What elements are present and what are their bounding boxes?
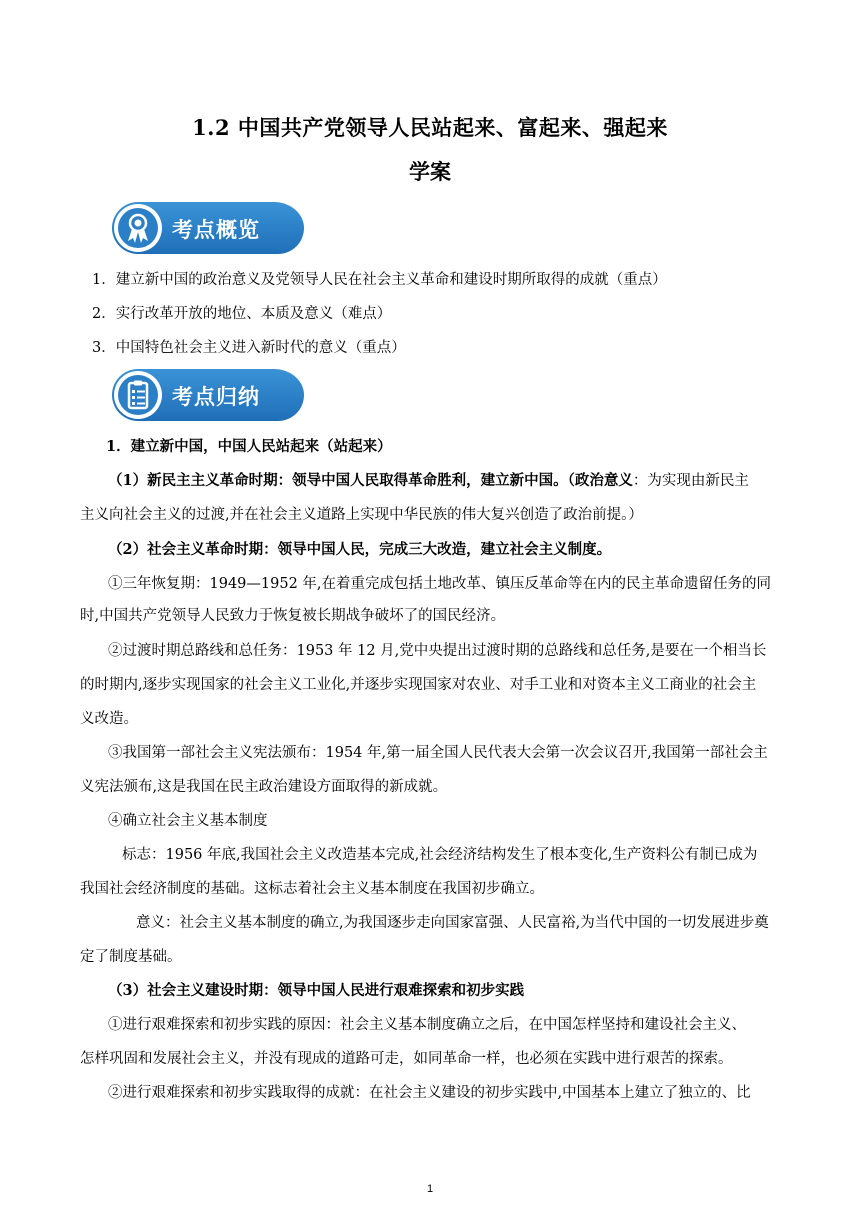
page-number: 1 xyxy=(426,1183,434,1195)
paragraph-line: 主义向社会主义的过渡,并在社会主义道路上实现中华民族的伟大复兴创造了政治前提。） xyxy=(80,507,643,523)
summary-banner xyxy=(112,369,304,421)
overview-item: 1．建立新中国的政治意义及党领导人民在社会主义革命和建设时期所取得的成就（重点） xyxy=(92,272,667,288)
overview-item: 3．中国特色社会主义进入新时代的意义（重点） xyxy=(92,340,406,356)
overview-item: 2．实行改革开放的地位、本质及意义（难点） xyxy=(92,306,392,322)
paragraph-line: ①三年恢复期：1949—1952 年,在着重完成包括土地改革、镇压反革命等在内的民主革命遗留任务的同 xyxy=(108,576,772,592)
paragraph-line: 定了制度基础。 xyxy=(80,949,182,965)
document-title: 1.2 中国共产党领导人民站起来、富起来、强起来 xyxy=(192,115,668,140)
document-subtitle: 学案 xyxy=(409,159,451,184)
paragraph-line: ④确立社会主义基本制度 xyxy=(108,813,268,829)
subsection-heading: （2）社会主义革命时期：领导中国人民，完成三大改造，建立社会主义制度。 xyxy=(108,541,612,558)
section-heading: 1．建立新中国，中国人民站起来（站起来） xyxy=(106,438,392,455)
paragraph-line: ②进行艰难探索和初步实践取得的成就：在社会主义建设的初步实践中,中国基本上建立了独立的、比 xyxy=(108,1085,751,1101)
paragraph-line: 的时期内,逐步实现国家的社会主义工业化,并逐步实现国家对农业、对手工业和对资本主义工商业的社会主 xyxy=(80,677,757,693)
paragraph-line: 标志：1956 年底,我国社会主义改造基本完成,社会经济结构发生了根本变化,生产资料公有制已成为 xyxy=(122,847,758,863)
paragraph-line: 义改造。 xyxy=(80,711,138,727)
paragraph-bold-text: （1）新民主主义革命时期：领导中国人民取得革命胜利，建立新中国。（政治意义 xyxy=(108,472,633,489)
paragraph-line: ①进行艰难探索和初步实践的原因：社会主义基本制度确立之后，在中国怎样坚持和建设社会主义、 xyxy=(108,1017,746,1033)
ribbon-medal-icon xyxy=(114,204,162,252)
paragraph-line: 怎样巩固和发展社会主义，并没有现成的道路可走，如同革命一样，也必须在实践中进行艰苦的探索。 xyxy=(80,1051,733,1067)
paragraph-line: ②过渡时期总路线和总任务：1953 年 12 月,党中央提出过渡时期的总路线和总任务,是要在一个相当长 xyxy=(108,643,767,659)
paragraph-line: 时,中国共产党领导人民致力于恢复被长期战争破坏了的国民经济。 xyxy=(80,608,506,624)
subsection-heading: （3）社会主义建设时期：领导中国人民进行艰难探索和初步实践 xyxy=(108,982,525,999)
overview-banner xyxy=(112,202,304,254)
overview-banner-label: 考点概览 xyxy=(172,218,260,242)
paragraph-line: 我国社会经济制度的基础。这标志着社会主义基本制度在我国初步确立。 xyxy=(80,881,544,897)
summary-banner-label: 考点归纳 xyxy=(172,385,260,409)
paragraph-line xyxy=(108,471,749,491)
paragraph-line: 义宪法颁布,这是我国在民主政治建设方面取得的新成就。 xyxy=(80,779,448,795)
clipboard-list-icon xyxy=(114,371,162,419)
paragraph-text: ：为实现由新民主 xyxy=(632,473,749,489)
paragraph-line: 意义：社会主义基本制度的确立,为我国逐步走向国家富强、人民富裕,为当代中国的一切发展进步奠 xyxy=(136,915,769,931)
paragraph-line: ③我国第一部社会主义宪法颁布：1954 年,第一届全国人民代表大会第一次会议召开,我国第一部社会主 xyxy=(108,745,768,761)
